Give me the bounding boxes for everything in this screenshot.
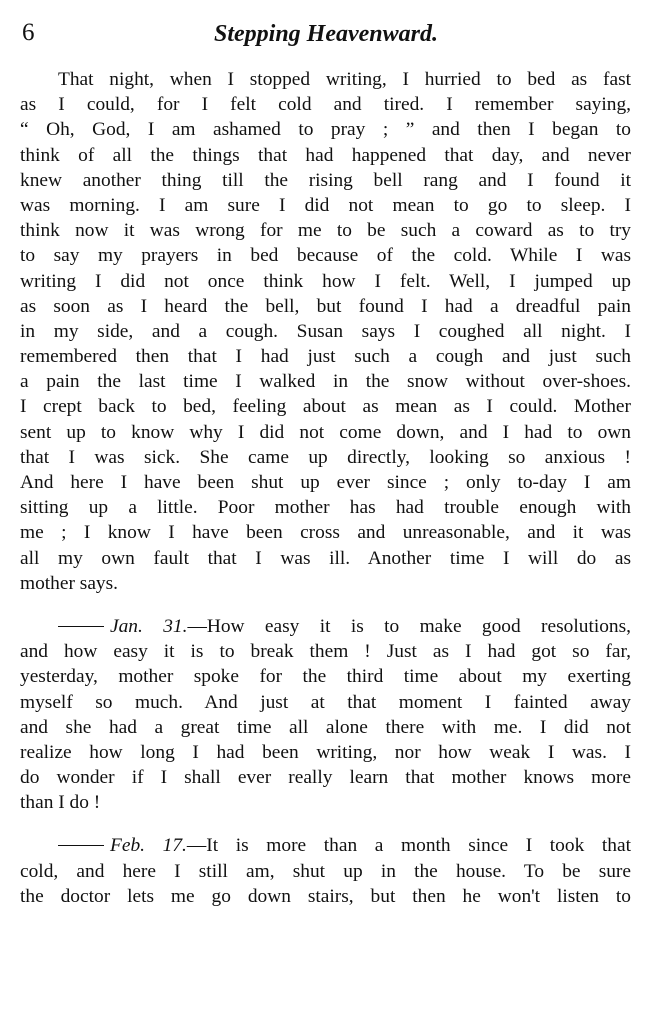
entry-first-line — [20, 833, 631, 858]
text-line: cold, and here I still am, shut up in the house. To be sure — [20, 860, 631, 882]
text-line: sitting up a little. Poor mother has had trouble enough with — [20, 497, 631, 519]
text-line: realize how long I had been writing, nor how weak I was. I — [20, 741, 631, 763]
text-line: as I could, for I felt cold and tired. I remember saying, — [20, 94, 631, 116]
text-line: as soon as I heard the bell, but found I had a dreadful pain — [20, 295, 631, 317]
text-line: And here I have been shut up ever since ; only to-day I am — [20, 472, 631, 493]
paragraph-spacer — [20, 815, 631, 833]
text-line: a pain the last time I walked in the snow without over-shoes. — [20, 371, 631, 393]
page-number: 6 — [22, 19, 35, 46]
text-line: myself so much. And just at that moment I fainted away — [20, 691, 631, 713]
text-line: that I was sick. She came up directly, looking so anxious ! — [20, 446, 631, 468]
em-dash-rule — [58, 626, 104, 627]
text-segment: —How easy it is to make good resolutions, — [187, 615, 631, 637]
text-line: think of all the things that had happened that day, and never — [20, 144, 631, 166]
text-line: and she had a great time all alone there with me. I did not — [20, 716, 631, 738]
text-line: mother says. — [20, 572, 119, 594]
text-line: was morning. I am sure I did not mean to go to sleep. I — [20, 194, 631, 216]
paragraph-1 — [20, 67, 631, 596]
text-line: writing I did not once think how I felt. Well, I jumped up — [20, 270, 631, 292]
text-line: sent up to know why I did not come down, and I had to own — [20, 421, 631, 443]
book-title: Stepping Heavenward. — [213, 21, 438, 47]
paragraph-3 — [20, 833, 631, 909]
paragraph-spacer — [20, 596, 631, 614]
text-line: than I do ! — [20, 792, 101, 814]
text-line: and how easy it is to break them ! Just as I had got so far, — [20, 641, 631, 663]
text-line: the doctor lets me go down stairs, but then he won't listen to — [20, 885, 631, 907]
text-line: me ; I know I have been cross and unreasonable, and it was — [20, 522, 631, 544]
text-line: I crept back to bed, feeling about as mean as I could. Mother — [20, 396, 631, 418]
text-line: remembered then that I had just such a cough and just such — [20, 346, 631, 368]
body-text — [20, 67, 631, 909]
text-line: all my own fault that I was ill. Another time I will do as — [20, 547, 631, 569]
running-head — [20, 18, 632, 48]
text-segment: —It is more than a month since I took that — [186, 835, 631, 857]
text-line: in my side, and a cough. Susan says I coughed all night. I — [20, 320, 631, 342]
text-line: yesterday, mother spoke for the third time about my exerting — [20, 666, 631, 688]
text-line: “ Oh, God, I am ashamed to pray ; ” and then I began to — [20, 119, 631, 141]
text-line: That night, when I stopped writing, I hurried to bed as fast — [58, 69, 631, 90]
paragraph-2 — [20, 614, 631, 816]
text-line: knew another thing till the rising bell rang and I found it — [20, 169, 631, 191]
text-line: think now it was wrong for me to be such a coward as to try — [20, 220, 631, 242]
em-dash-rule — [58, 845, 104, 846]
text-line: do wonder if I shall ever really learn that mother knows more — [20, 767, 631, 789]
text-line: to say my prayers in bed because of the cold. While I was — [20, 245, 631, 267]
entry-date: Jan. 31. — [110, 615, 188, 637]
entry-first-line — [20, 614, 631, 639]
entry-date: Feb. 17. — [110, 835, 187, 857]
